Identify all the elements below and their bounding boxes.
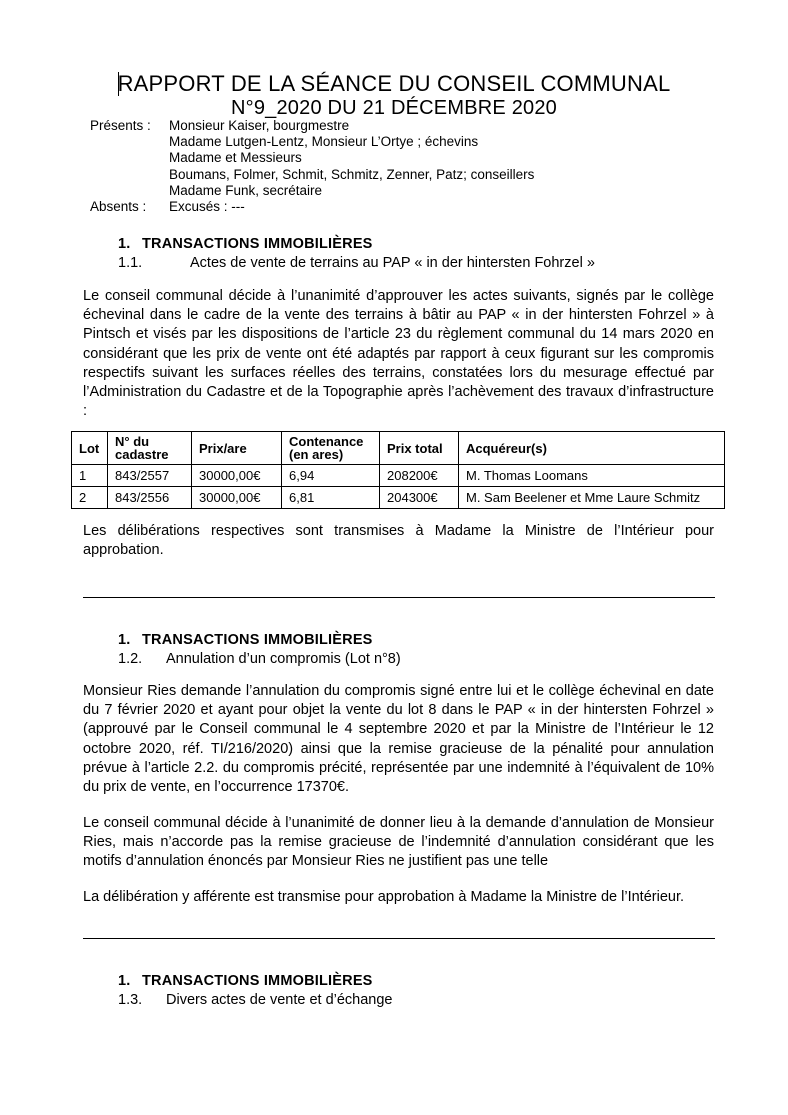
section-heading: 1. TRANSACTIONS IMMOBILIÈRES bbox=[118, 632, 373, 648]
table-cell: 1 bbox=[72, 465, 108, 487]
table-cell: 30000,00€ bbox=[192, 487, 282, 509]
table-cell: M. Sam Beelener et Mme Laure Schmitz bbox=[459, 487, 725, 509]
present-line: Madame Lutgen-Lentz, Monsieur L’Ortye ; échevins bbox=[169, 134, 479, 150]
table-cell: 6,94 bbox=[282, 465, 380, 487]
table-cell: 2 bbox=[72, 487, 108, 509]
present-label: Présents : bbox=[90, 118, 151, 133]
table-cell: M. Thomas Loomans bbox=[459, 465, 725, 487]
section-heading: 1. TRANSACTIONS IMMOBILIÈRES bbox=[118, 973, 373, 989]
report-title: RAPPORT DE LA SÉANCE DU CONSEIL COMMUNAL bbox=[117, 71, 671, 96]
table-header-cell: N° du cadastre bbox=[108, 432, 192, 465]
section-divider bbox=[83, 938, 715, 939]
table-header-cell: Lot bbox=[72, 432, 108, 465]
absent-label: Absents : bbox=[90, 199, 147, 215]
table-header-cell: Acquéreur(s) bbox=[459, 432, 725, 465]
table-cell: 843/2557 bbox=[108, 465, 192, 487]
paragraph: Le conseil communal décide à l’unanimité de donner lieu à la demande d’annulation de Monsieur Ries, mais n’accorde pas la remise gracieuse de l’indemnité d’annulation considérant que les motifs d’annulation énoncés par Monsieur Ries ne justifient pas une telle bbox=[83, 815, 714, 870]
table-cell: 208200€ bbox=[380, 465, 459, 487]
subsection-heading: 1.1. Actes de vente de terrains au PAP « in der hintersten Fohrzel » bbox=[118, 255, 595, 271]
subsection-heading: 1.2. Annulation d’un compromis (Lot n°8) bbox=[118, 651, 401, 667]
table-header-row bbox=[72, 432, 725, 465]
table-header-cell: Prix/are bbox=[192, 432, 282, 465]
table-cell: 30000,00€ bbox=[192, 465, 282, 487]
paragraph: Le conseil communal décide à l’unanimité d’approuver les actes suivants, signés par le collège échevinal dans le cadre de la vente des terrains à bâtir au PAP « in der hintersten Fohrzel » à Pintsch et visés par les dispositions de l’article 23 du règlement communal du 14 mars 2020 en considérant que les prix de vente ont été adaptés par rapport à ceux figurant sur les compromis respectifs suivant les surfaces réelles des terrains, constatées lors du mesurage effectué par l’Administration du Cadastre et de la Topographie après l’achèvement des travaux d’infrastructure : bbox=[83, 288, 714, 420]
table-cell: 204300€ bbox=[380, 487, 459, 509]
report-subtitle: N°9_2020 DU 21 DÉCEMBRE 2020 bbox=[231, 97, 557, 119]
table-header-cell: Contenance (en ares) bbox=[282, 432, 380, 465]
paragraph: La délibération y afférente est transmise pour approbation à Madame la Ministre de l’Intérieur. bbox=[83, 889, 685, 905]
attendance-block bbox=[90, 118, 534, 215]
table-header-cell: Prix total bbox=[380, 432, 459, 465]
subsection-heading: 1.3. Divers actes de vente et d’échange bbox=[118, 992, 393, 1008]
present-line: Madame Funk, secrétaire bbox=[169, 182, 323, 198]
section-divider bbox=[83, 597, 715, 598]
lots-table bbox=[71, 431, 725, 509]
table-row bbox=[72, 465, 725, 487]
present-line: Madame et Messieurs bbox=[169, 150, 302, 166]
table-row bbox=[72, 487, 725, 509]
paragraph: Les délibérations respectives sont transmises à Madame la Ministre de l’Intérieur pour approbation. bbox=[83, 523, 714, 559]
paragraph: Monsieur Ries demande l’annulation du compromis signé entre lui et le collège échevinal en date du 7 février 2020 et ayant pour objet la vente du lot 8 dans le PAP « in der hintersten Fohrzel » (approuvé par le Conseil communal le 4 septembre 2020 et par la Ministre de l’Intérieur le 12 octobre 2020, réf. TI/216/2020) ainsi que la remise gracieuse de la pénalité pour annulation prévue à l’article 2.2. du compromis précité, représentée par une indemnité à l’équivalent de 10% du prix de vente, en l’occurrence 17370€. bbox=[83, 683, 714, 796]
absent-line: Excusés : --- bbox=[169, 199, 245, 215]
present-line: Monsieur Kaiser, bourgmestre bbox=[169, 118, 350, 133]
table-cell: 843/2556 bbox=[108, 487, 192, 509]
table-cell: 6,81 bbox=[282, 487, 380, 509]
section-heading: 1. TRANSACTIONS IMMOBILIÈRES bbox=[118, 236, 373, 252]
present-line: Boumans, Folmer, Schmit, Schmitz, Zenner, Patz; conseillers bbox=[169, 166, 535, 182]
